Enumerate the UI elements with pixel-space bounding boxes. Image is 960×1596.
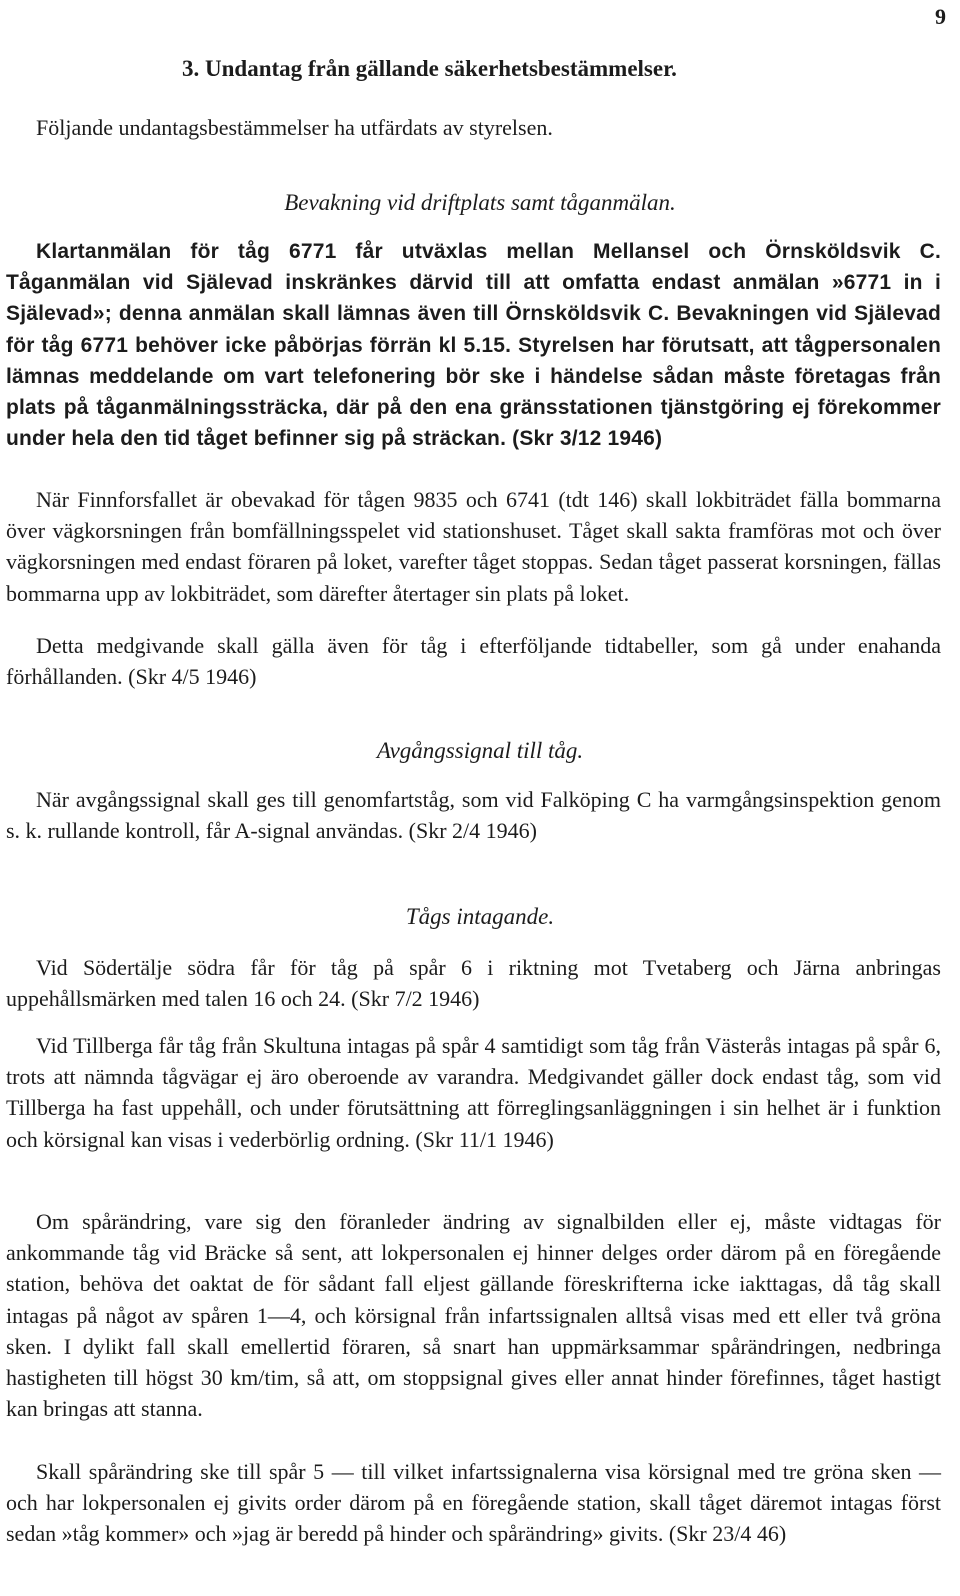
paragraph-tillberga: Vid Tillberga får tåg från Skultuna intagas på spår 4 samtidigt som tåg från Västerås intagas på spår 6, trots att nämnda tågvägar ej äro oberoende av varandra. Medgivandet gäller dock endast tåg, som vid Tillberga ha fast uppehåll, och under förutsättning att förreglingsanläggningen i sin helhet är i funktion och körsignal kan visas i vederbörlig ordning. (Skr 11/1 1946) — [6, 1033, 941, 1152]
section-heading: 3. Undantag från gällande säkerhetsbestämmelser. — [182, 56, 677, 81]
paragraph-bracke: Om spårändring, vare sig den föranleder ändring av signalbilden eller ej, måste vidtagas för ankommande tåg vid Bräcke så sent, att lokpersonalen ej hinner delges order därom på en föregående station, behöva det oaktat de för sådant fall eljest gällande föreskrifterna icke iakttagas, då tåg skall intagas på något av spåren 1—4, och körsignal från infartssignalen alltså visas med ett eller två gröna sken. I dylikt fall skall emellertid föraren, så snart han uppmärksammar spårändringen, nedbringa hastigheten till högst 30 km/tim, så att, om stoppsignal gives eller annat hinder förefinnes, tåget hastigt kan bringas att stanna. — [6, 1209, 941, 1422]
page-number: 9 — [935, 4, 946, 29]
subheading-tags-intagande: Tågs intagande. — [405, 904, 555, 929]
paragraph-spar-5: Skall spårändring ske till spår 5 — till vilket infartssignalerna visa körsignal med tre gröna sken — och har lokpersonalen ej givits order därom på en föregående station, skall tåget däremot intagas först sedan »tåg kommer» och »jag är beredd på hinder och spårändring» givits. (Skr 23/4 46) — [6, 1459, 941, 1547]
subheading-bevakning: Bevakning vid driftplats samt tåganmälan. — [284, 190, 676, 215]
intro-paragraph: Följande undantagsbestämmelser ha utfärdats av styrelsen. — [36, 115, 553, 140]
paragraph-finnforsfallet: När Finnforsfallet är obevakad för tågen 9835 och 6741 (tdt 146) skall lokbiträdet fälla bommarna över vägkorsningen från bomfällningsspelet vid stationshuset. Tåget skall sakta framföras mot och över vägkorsningen med endast föraren på loket, varefter tåget stoppas. Sedan tåget passerat korsningen, fällas bommarna upp av lokbiträdet, som därefter återtager sin plats på loket. — [6, 487, 941, 606]
subheading-avgangssignal: Avgångssignal till tåg. — [376, 738, 584, 763]
paragraph-avgangssignal: När avgångssignal skall ges till genomfartståg, som vid Falköping C ha varmgångsinspektion genom s. k. rullande kontroll, får A-signal användas. (Skr 2/4 1946) — [6, 787, 941, 844]
paragraph-klartanmalan: Klartanmälan för tåg 6771 får utväxlas mellan Mellansel och Örnsköldsvik C. Tåganmälan vid Själevad inskränkes därvid till att omfatta endast anmälan »6771 in i Själevad»; denna anmälan skall lämnas även till Örnsköldsvik C. Bevakningen vid Själevad för tåg 6771 behöver icke påbörjas förrän kl 5.15. Styrelsen har förutsatt, att tågpersonalen lämnas meddelande om vart telefonering bör ske i händelse sådan måste företagas från plats på tåganmälningssträcka, där på den ena gränsstationen tjänstgöring ej förekommer under hela den tid tåget befinner sig på sträckan. (Skr 3/12 1946) — [6, 240, 941, 451]
paragraph-medgivande: Detta medgivande skall gälla även för tåg i efterföljande tidtabeller, som gå under enahanda förhållanden. (Skr 4/5 1946) — [6, 633, 941, 690]
paragraph-sodertalje: Vid Södertälje södra får för tåg på spår 6 i riktning mot Tvetaberg och Järna anbringas uppehållsmärken med talen 16 och 24. (Skr 7/2 1946) — [6, 955, 941, 1012]
